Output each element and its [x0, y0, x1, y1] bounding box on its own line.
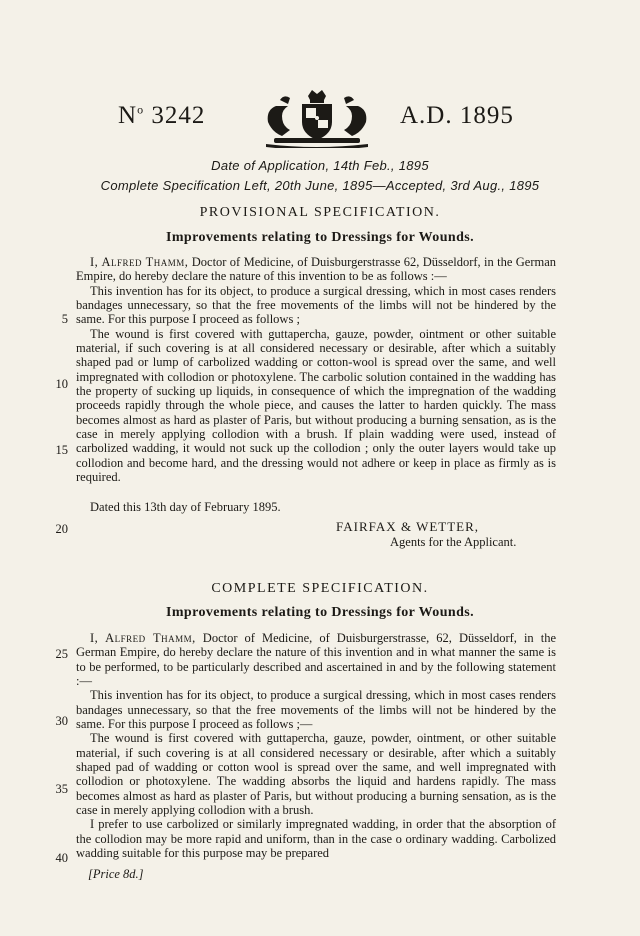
complete-subheading: Improvements relating to Dressings for Wounds.: [165, 605, 475, 620]
line-number: 5: [61, 312, 68, 326]
line-number: 40: [55, 851, 68, 865]
provisional-subheading: Improvements relating to Dressings for Wounds.: [165, 230, 475, 245]
line-number: 15: [55, 443, 68, 457]
agent-name: FAIRFAX & WETTER,: [336, 519, 480, 534]
line-number: 10: [55, 377, 68, 391]
provisional-body: [76, 255, 556, 485]
complete-paragraph-4: I prefer to use carbolized or similarly impregnated wadding, in order that the absorption of the collodion may be more rapid and uniform, than in the case o ordinary wadding. Carbolized wadding suitable for this purpose may be prepared: [76, 817, 556, 861]
complete-heading: COMPLETE SPECIFICATION.: [211, 581, 429, 596]
complete-specification-date: Complete Specification Left, 20th June, 1895—Accepted, 3rd Aug., 1895: [100, 178, 540, 193]
complete-paragraph-1: I, Alfred Thamm, Doctor of Medicine, of Duisburgerstrasse, 62, Düsseldorf, in the German Empire, do hereby declare the nature of this invention and in what manner the same is to be performed, to be particularly described and ascertained in and by the following statement :—: [76, 631, 556, 689]
provisional-paragraph-3: The wound is first covered with guttapercha, gauze, powder, ointment or other suitable material, if such covering is at all considered necessary or desirable, after which a suitably shaped pad or lump of carbolized wadding or cotton-wool is spread over the same, and well impregnated with collodion or photoxylene. The carbolic solution contained in the wadding has the property of sucking up liquids, in consequence of which the impregnation of the wadding proceeds rapidly through the whole piece, and causes the latter to harden quickly. The mass becomes almost as hard as plaster of Paris, but without producing a burning sensation, as is the case in merely applying collodion with a brush. If plain wadding were used, instead of carbolized wadding, it would not suck up the collodion ; only the outer layers would take up collodion and become hard, and the dressing would not adhere or keep in place as firmly as is required.: [76, 326, 556, 485]
provisional-heading: PROVISIONAL SPECIFICATION.: [199, 205, 441, 220]
provisional-paragraph-2: This invention has for its object, to produce a surgical dressing, which in most cases renders bandages unnecessary, so that the free movements of the limbs will not be hindered by the same. For this purpose I proceed as follows ;: [76, 283, 556, 327]
line-number: 35: [55, 782, 68, 796]
price-line: [Price 8d.]: [88, 867, 144, 881]
dated-line: Dated this 13th day of February 1895.: [90, 500, 281, 514]
complete-body: [76, 631, 556, 861]
agent-role: Agents for the Applicant.: [390, 535, 517, 549]
line-number: 25: [55, 647, 68, 661]
complete-paragraph-2: This invention has for its object, to produce a surgical dressing, which in most cases renders bandages unnecessary, so that the free movements of the limbs will not be hindered by the same. For this purpose I proceed as follows ;—: [76, 688, 556, 732]
patent-number: $N^o$ 3242: [118, 102, 206, 129]
complete-paragraph-3: The wound is first covered with guttapercha, gauze, powder, ointment, or other suitable material, if such covering is at all considered necessary or desirable, after which a suitably shaped pad of wadding or cotton wool is spread over the same, and well impregnated with collodion or photoxylene. The wadding absorbs the liquid and hardens rapidly. The mass becomes almost as hard as plaster of Paris, but without producing a burning sensation, as is the case in merely applying collodion with a brush.: [76, 731, 556, 818]
patent-year: A.D. 1895: [400, 102, 514, 129]
line-number: 20: [55, 522, 68, 536]
royal-coat-of-arms-icon: [256, 88, 378, 148]
line-number: 30: [55, 714, 68, 728]
patent-header: [0, 82, 640, 142]
provisional-paragraph-1: I, Alfred Thamm, Doctor of Medicine, of Duisburgerstrasse 62, Düsseldorf, in the German Empire, do hereby declare the nature of this invention to be as follows :—: [76, 255, 557, 284]
application-date: Date of Application, 14th Feb., 1895: [211, 158, 429, 173]
